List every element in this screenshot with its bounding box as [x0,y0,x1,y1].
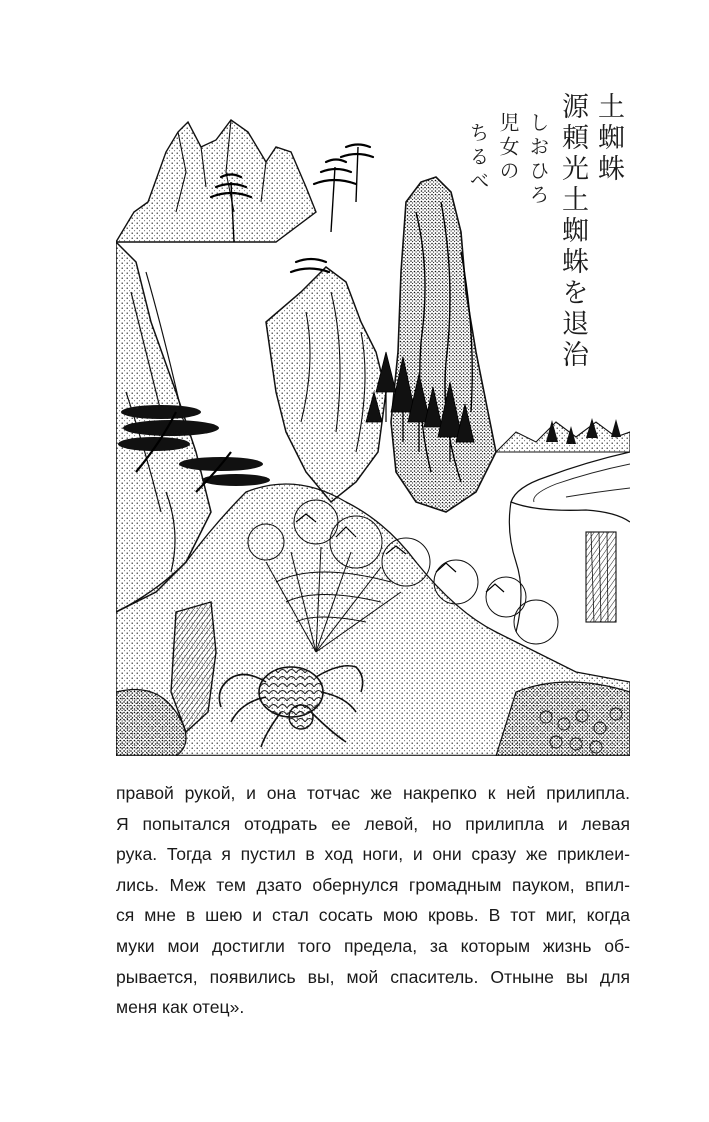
body-paragraph [116,778,630,1023]
text-line: муки мои достигли того предела, за которым жизнь об- [116,935,630,956]
caption-column: 児女の [496,112,520,184]
caption-column: ちるべ [466,122,490,194]
text-line: меня как отец». [116,997,245,1018]
caption-column: 土蜘蛛 [593,92,624,185]
text-line: Я попытался отодрать ее левой, но прилипла и левая [116,813,630,834]
woodblock-illustration [116,92,630,756]
caption-column: しおひろ [526,112,550,208]
text-line: лись. Меж тем дзато обернулся громадным пауком, впил- [116,874,630,895]
caption-column: 源頼光土蜘蛛を退治 [557,92,588,371]
text-line: ся мне в шею и стал сосать мою кровь. В тот миг, когда [116,905,630,926]
text-line: рука. Тогда я пустил в ход ноги, и они сразу же приклеи- [116,844,630,865]
text-line: правой рукой, и она тотчас же накрепко к ней прилипла. [116,783,630,803]
calligraphy-caption [450,92,630,422]
text-line: рывается, появились вы, мой спаситель. Отныне вы для [116,966,630,987]
